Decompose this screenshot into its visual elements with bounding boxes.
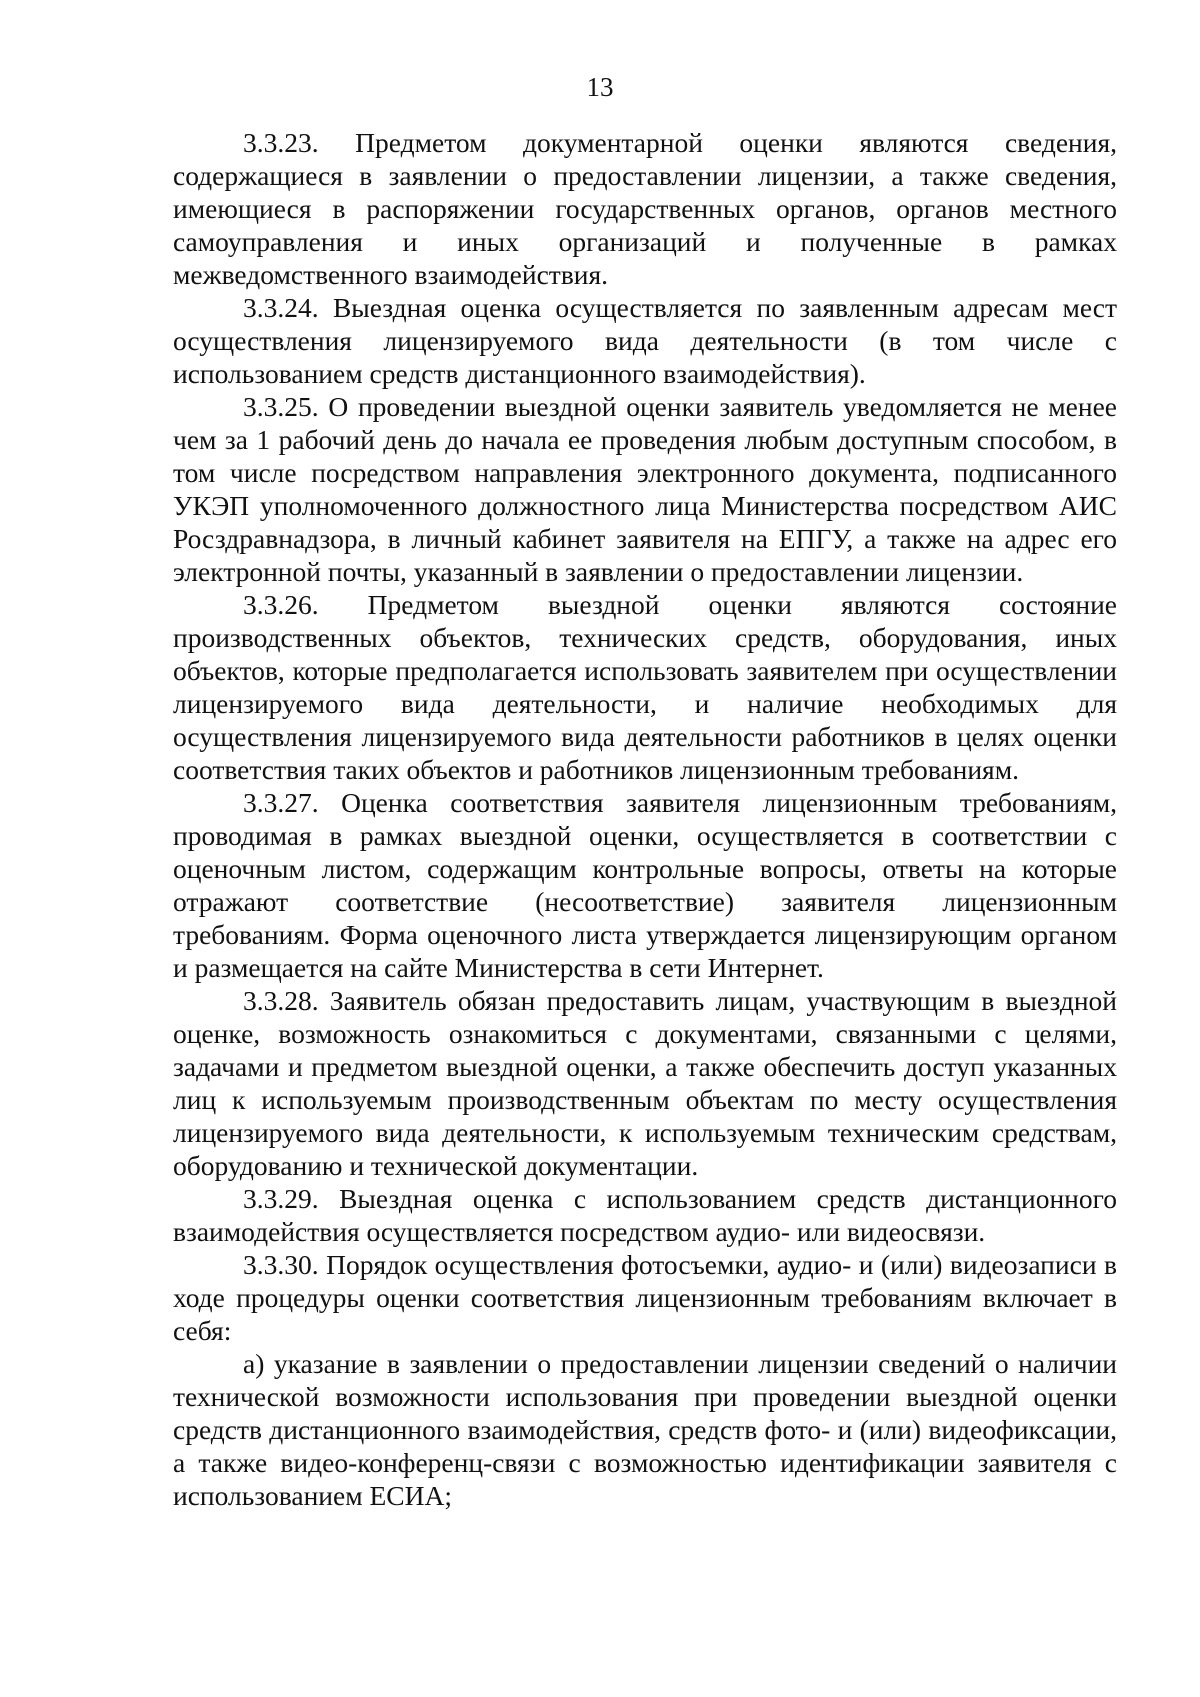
page-number: 13 xyxy=(586,72,614,102)
paragraph-3-3-27: 3.3.27. Оценка соответствия заявителя лицензионным требованиям, проводимая в рамках выездной оценки, осуществляется в соответствии с оценочным листом, содержащим контрольные вопросы, ответы на которые отражают соответствие (несоответствие) заявителя лицензионным требованиям. Форма оценочного листа утверждается лицензирующим органом и размещается на сайте Министерства в сети Интернет. xyxy=(173,787,1117,983)
paragraph-3-3-28: 3.3.28. Заявитель обязан предоставить лицам, участвующим в выездной оценке, возможность ознакомиться с документами, связанными с целями, задачами и предметом выездной оценки, а также обеспечить доступ указанных лиц к используемым производственным объектам по месту осуществления лицензируемого вида деятельности, к используемым техническим средствам, оборудованию и технической документации. xyxy=(173,985,1117,1181)
paragraph-item-a: а) указание в заявлении о предоставлении лицензии сведений о наличии технической возможности использования при проведении выездной оценки средств дистанционного взаимодействия, средств фото- и (или) видеофиксации, а также видео-конференц-связи с возможностью идентификации заявителя с использованием ЕСИА; xyxy=(173,1348,1117,1511)
document-body xyxy=(173,126,1117,1512)
paragraph-3-3-24: 3.3.24. Выездная оценка осуществляется по заявленным адресам мест осуществления лицензируемого вида деятельности (в том числе с использованием средств дистанционного взаимодействия). xyxy=(173,292,1117,389)
paragraph-3-3-23: 3.3.23. Предметом документарной оценки являются сведения, содержащиеся в заявлении о предоставлении лицензии, а также сведения, имеющиеся в распоряжении государственных органов, органов местного самоуправления и иных организаций и полученные в рамках межведомственного взаимодействия. xyxy=(173,127,1117,290)
paragraph-3-3-30: 3.3.30. Порядок осуществления фотосъемки, аудио- и (или) видеозаписи в ходе процедуры оценки соответствия лицензионным требованиям включает в себя: xyxy=(173,1249,1117,1346)
paragraph-3-3-29: 3.3.29. Выездная оценка с использованием средств дистанционного взаимодействия осуществляется посредством аудио- или видеосвязи. xyxy=(173,1183,1117,1247)
paragraph-3-3-25: 3.3.25. О проведении выездной оценки заявитель уведомляется не менее чем за 1 рабочий день до начала ее проведения любым доступным способом, в том числе посредством направления электронного документа, подписанного УКЭП уполномоченного должностного лица Министерства посредством АИС Росздравнадзора, в личный кабинет заявителя на ЕПГУ, а также на адрес его электронной почты, указанный в заявлении о предоставлении лицензии. xyxy=(173,391,1117,587)
paragraph-3-3-26: 3.3.26. Предметом выездной оценки являются состояние производственных объектов, технических средств, оборудования, иных объектов, которые предполагается использовать заявителем при осуществлении лицензируемого вида деятельности, и наличие необходимых для осуществления лицензируемого вида деятельности работников в целях оценки соответствия таких объектов и работников лицензионным требованиям. xyxy=(173,589,1117,785)
